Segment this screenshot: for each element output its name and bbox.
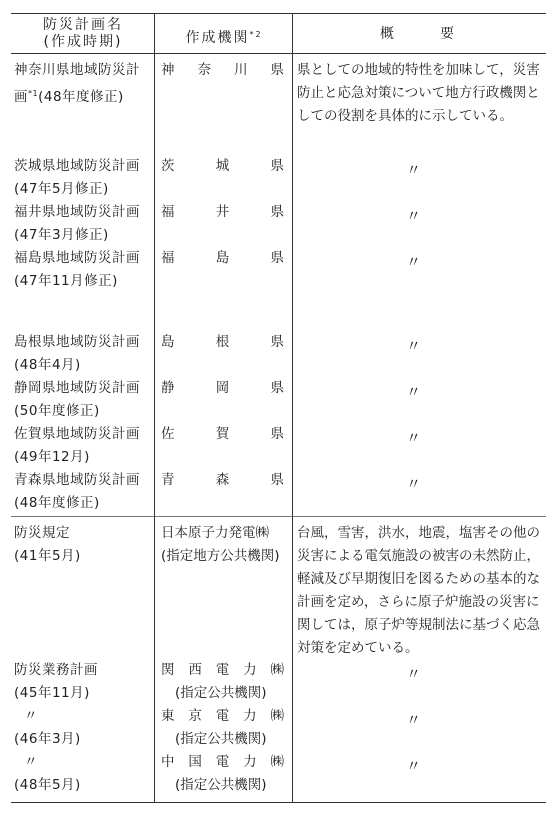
table-row-org xyxy=(161,751,288,797)
table-row-org xyxy=(161,247,288,270)
header-plan-name-line2: (作成時期) xyxy=(43,34,123,50)
org-char: 県 xyxy=(270,472,284,488)
org-char: 京 xyxy=(188,708,202,724)
plan-date: (48年度修正) xyxy=(14,495,100,511)
plan-date: (50年度修正) xyxy=(14,403,100,419)
org-char: 電 xyxy=(215,662,230,678)
table-row-org xyxy=(161,659,288,705)
plan-name: 静岡県地域防災計画 xyxy=(14,380,140,396)
plan-note: *1 xyxy=(28,89,39,98)
org-char: 福 xyxy=(161,204,175,220)
org-name xyxy=(161,247,288,270)
table-bottom-rule xyxy=(11,802,546,803)
plan-name: 神奈川県地域防災計 xyxy=(14,62,140,78)
plan-name: 防災業務計画 xyxy=(14,662,98,678)
summary-text: 台風，雪害，洪水，地震，塩害その他の災害による電気施設の被害の未然防止，軽減及び早期復旧を図るための基本的な計画を定め，さらに原子炉施設の災害に関しては，原子炉等規制法に基づく応急対策を定めている。 xyxy=(297,525,540,656)
org-name xyxy=(161,201,288,224)
table-row-plan xyxy=(14,659,154,705)
header-organization-note: *2 xyxy=(249,30,263,39)
header-bottom-rule xyxy=(11,53,546,54)
org-category: (指定地方公共機関) xyxy=(161,548,280,564)
org-char: 県 xyxy=(270,250,284,266)
table-row-org xyxy=(161,377,288,400)
table-row-plan xyxy=(14,522,154,568)
org-name xyxy=(161,59,288,82)
plan-date: (48年4月) xyxy=(14,357,81,373)
column-divider-1 xyxy=(154,13,155,803)
group-divider-rule xyxy=(11,516,546,517)
table-row-org xyxy=(161,331,288,354)
org-char: 県 xyxy=(270,334,284,350)
org-char: 静 xyxy=(161,380,175,396)
org-char: 電 xyxy=(215,708,230,724)
plan-name-cont: 画 xyxy=(14,89,28,105)
org-name xyxy=(161,377,288,400)
plan-date: (41年5月) xyxy=(14,548,81,564)
table-row-plan xyxy=(14,377,154,423)
ditto-mark: 〃 xyxy=(406,757,422,775)
table-row-org xyxy=(161,201,288,224)
table-row-plan xyxy=(14,423,154,469)
org-char: 島 xyxy=(161,334,175,350)
table-row-plan xyxy=(14,247,154,293)
table-row-org xyxy=(161,705,288,751)
ditto-mark: 〃 xyxy=(406,475,422,493)
table-row-org xyxy=(161,59,288,82)
org-char: 城 xyxy=(215,158,230,174)
org-char: 森 xyxy=(215,472,230,488)
ditto-mark: 〃 xyxy=(406,337,422,355)
table-row-org xyxy=(161,522,288,568)
table-row-plan xyxy=(14,469,154,515)
org-char: 県 xyxy=(270,204,284,220)
table-row-org xyxy=(161,423,288,446)
org-char: ㈱ xyxy=(270,754,284,770)
table-row-org xyxy=(161,469,288,492)
header-organization-label: 作成機関 xyxy=(185,30,250,46)
plan-name: 防災規定 xyxy=(14,525,70,541)
plan-name: 佐賀県地域防災計画 xyxy=(14,426,140,442)
org-char: 県 xyxy=(270,426,284,442)
org-char: ㈱ xyxy=(270,662,284,678)
plan-date: (49年12月) xyxy=(14,449,90,465)
org-char: 根 xyxy=(215,334,230,350)
plan-name-ditto: 〃 xyxy=(24,708,38,724)
org-name xyxy=(161,659,288,682)
header-plan-name-line1: 防災計画名 xyxy=(43,17,123,33)
org-category: (指定公共機関) xyxy=(175,685,267,701)
org-char: 力 xyxy=(243,662,257,678)
org-char: 川 xyxy=(234,62,248,78)
org-char: 奈 xyxy=(197,62,211,78)
table-row-plan xyxy=(14,751,154,797)
org-char: 県 xyxy=(270,380,284,396)
header-plan-name xyxy=(15,17,151,51)
org-char: 力 xyxy=(243,754,257,770)
org-char: 県 xyxy=(270,158,284,174)
plan-date: (47年5月修正) xyxy=(14,181,109,197)
org-char: 茨 xyxy=(161,158,175,174)
plan-name: 青森県地域防災計画 xyxy=(14,472,140,488)
plan-date-text: (48年度修正) xyxy=(38,89,124,105)
plan-date: (47年11月修正) xyxy=(14,273,118,289)
org-char: 西 xyxy=(188,662,202,678)
plan-date: (48年5月) xyxy=(14,777,81,793)
org-char: 力 xyxy=(243,708,257,724)
org-char: 関 xyxy=(161,662,175,678)
plan-name: 福井県地域防災計画 xyxy=(14,204,140,220)
org-char: 島 xyxy=(215,250,230,266)
table-top-rule xyxy=(11,13,546,14)
org-char: 岡 xyxy=(215,380,230,396)
org-char: 国 xyxy=(188,754,202,770)
org-name xyxy=(161,469,288,492)
plan-name: 島根県地域防災計画 xyxy=(14,334,140,350)
table-row-org xyxy=(161,155,288,178)
header-organization xyxy=(159,26,289,47)
org-char: 福 xyxy=(161,250,175,266)
ditto-mark: 〃 xyxy=(406,253,422,271)
org-char: 神 xyxy=(161,62,175,78)
plan-name: 茨城県地域防災計画 xyxy=(14,158,140,174)
org-char: 青 xyxy=(161,472,175,488)
column-divider-2 xyxy=(292,13,293,803)
summary-text: 県としての地域的特性を加味して，災害防止と応急対策について地方行政機関としての役割を具体的に示している。 xyxy=(297,62,540,124)
org-name xyxy=(161,423,288,446)
ditto-mark: 〃 xyxy=(406,383,422,401)
plan-date xyxy=(14,82,154,109)
header-summary-label: 概 要 xyxy=(380,26,460,42)
ditto-mark: 〃 xyxy=(406,429,422,447)
org-char: ㈱ xyxy=(270,708,284,724)
ditto-mark: 〃 xyxy=(406,207,422,225)
plan-date: (47年3月修正) xyxy=(14,227,109,243)
org-name: 日本原子力発電㈱ xyxy=(161,525,269,541)
org-category: (指定公共機関) xyxy=(175,777,267,793)
table-row-plan xyxy=(14,59,154,109)
org-char: 賀 xyxy=(215,426,230,442)
plan-date: (46年3月) xyxy=(14,731,81,747)
org-name xyxy=(161,705,288,728)
org-char: 佐 xyxy=(161,426,175,442)
table-row-plan xyxy=(14,705,154,751)
org-category: (指定公共機関) xyxy=(175,731,267,747)
org-char: 東 xyxy=(161,708,175,724)
org-name xyxy=(161,331,288,354)
org-char: 県 xyxy=(270,62,284,78)
table-row-plan xyxy=(14,155,154,201)
org-char: 井 xyxy=(215,204,230,220)
ditto-mark: 〃 xyxy=(406,161,422,179)
plan-name-ditto: 〃 xyxy=(24,754,38,770)
plan-date: (45年11月) xyxy=(14,685,90,701)
org-name xyxy=(161,155,288,178)
ditto-mark: 〃 xyxy=(406,711,422,729)
ditto-mark: 〃 xyxy=(406,665,422,683)
header-summary xyxy=(297,26,543,43)
table-row-plan xyxy=(14,331,154,377)
org-char: 中 xyxy=(161,754,175,770)
org-name xyxy=(161,751,288,774)
table-row-plan xyxy=(14,201,154,247)
org-char: 電 xyxy=(215,754,230,770)
disaster-plan-table xyxy=(11,13,546,803)
plan-name: 福島県地域防災計画 xyxy=(14,250,140,266)
